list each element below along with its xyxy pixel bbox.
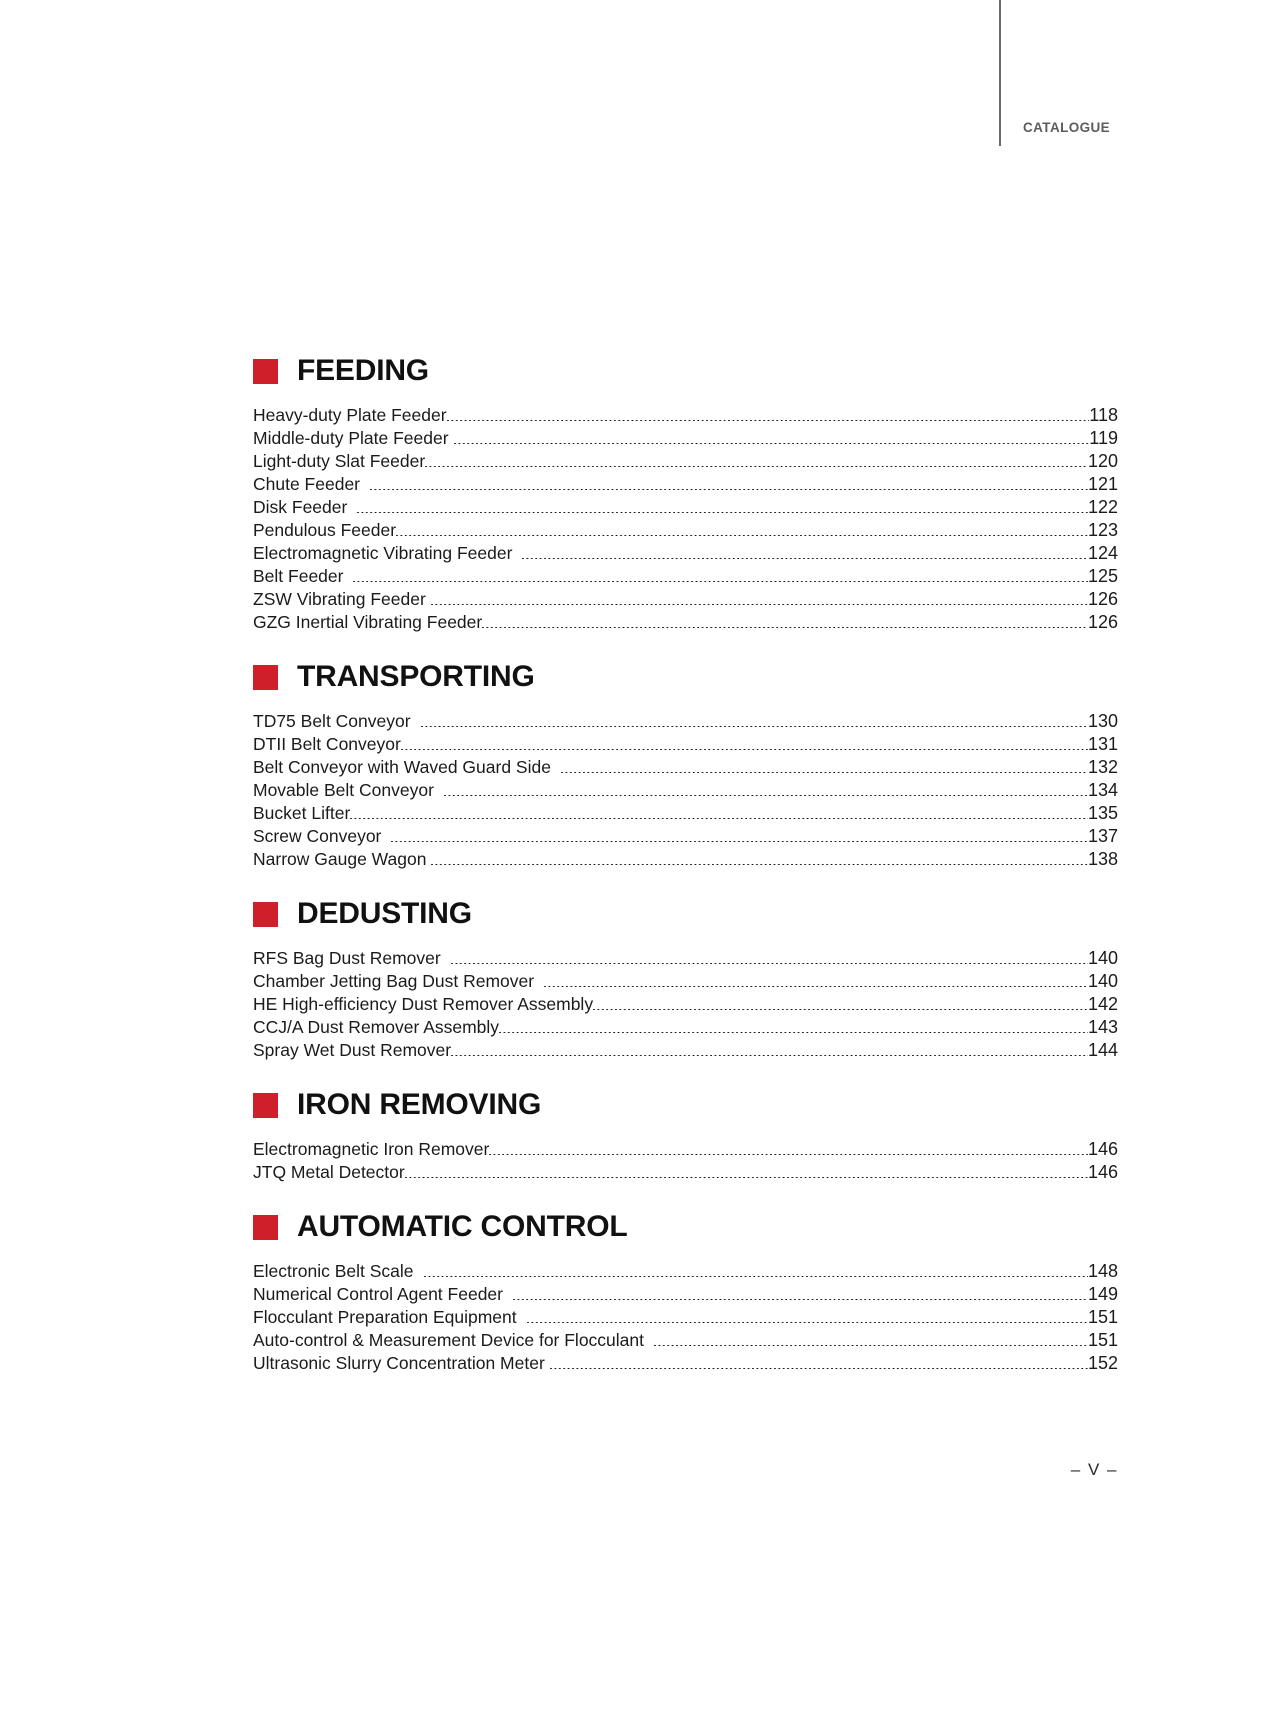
- toc-dot-leader: [444, 795, 1088, 796]
- toc-entry-label: DTII Belt Conveyor: [253, 734, 401, 754]
- section-heading: [253, 897, 1118, 931]
- toc-entry[interactable]: [253, 1283, 1118, 1306]
- toc-entry[interactable]: [253, 1306, 1118, 1329]
- toc-entry[interactable]: [253, 611, 1118, 634]
- toc-entry-page-number: 132: [1087, 757, 1118, 777]
- toc-dot-leader: [391, 841, 1088, 842]
- toc-entry[interactable]: [253, 970, 1118, 993]
- toc-dot-leader: [396, 535, 1088, 536]
- toc-dot-leader: [654, 1345, 1088, 1346]
- toc-entry-page-number: 120: [1087, 451, 1118, 471]
- toc-entry-label: Light-duty Slat Feeder: [253, 451, 426, 471]
- spacer: [253, 1122, 1118, 1138]
- toc-entry[interactable]: [253, 825, 1118, 848]
- toc-entry-label: Auto-control & Measurement Device for Flocculant: [253, 1330, 644, 1350]
- toc-dot-leader: [527, 1322, 1088, 1323]
- toc-dot-leader: [350, 818, 1088, 819]
- toc-entry-label: GZG Inertial Vibrating Feeder: [253, 612, 483, 632]
- toc-dot-leader: [425, 466, 1088, 467]
- toc-entry-page-number: 118: [1089, 405, 1118, 425]
- toc-entry-page-number: 146: [1087, 1162, 1118, 1182]
- toc-entry-page-number: 135: [1087, 803, 1118, 823]
- toc-entry-label: Chamber Jetting Bag Dust Remover: [253, 971, 535, 991]
- toc-entry-page-number: 152: [1087, 1353, 1118, 1373]
- toc-entry-label: Electromagnetic Iron Remover: [253, 1139, 490, 1159]
- toc-entry[interactable]: [253, 1352, 1118, 1375]
- section-heading: [253, 354, 1118, 388]
- toc-entry-page-number: 144: [1087, 1040, 1118, 1060]
- toc-entry-page-number: 126: [1087, 589, 1118, 609]
- red-square-icon: [253, 1215, 278, 1240]
- toc-entry-page-number: 131: [1087, 734, 1118, 754]
- toc-dot-leader: [513, 1299, 1088, 1300]
- toc-section: [253, 1088, 1118, 1210]
- toc-entry-label: Narrow Gauge Wagon: [253, 849, 427, 869]
- red-square-icon: [253, 1093, 278, 1118]
- toc-entry-page-number: 148: [1087, 1261, 1118, 1281]
- toc-entry-page-number: 140: [1087, 971, 1118, 991]
- toc-entry-list: [253, 1260, 1118, 1375]
- spacer: [253, 694, 1118, 710]
- toc-dot-leader: [451, 1055, 1088, 1056]
- toc-entry-list: [253, 947, 1118, 1062]
- toc-dot-leader: [353, 581, 1087, 582]
- section-title: FEEDING: [297, 354, 429, 387]
- toc-entry[interactable]: [253, 756, 1118, 779]
- toc-entry-page-number: 138: [1087, 849, 1118, 869]
- toc-dot-leader: [424, 1276, 1088, 1277]
- spacer: [253, 1244, 1118, 1260]
- toc-dot-leader: [499, 1032, 1088, 1033]
- toc-entry-page-number: 151: [1087, 1307, 1118, 1327]
- toc-entry[interactable]: [253, 588, 1118, 611]
- toc-entry-page-number: 146: [1087, 1139, 1118, 1159]
- spacer: [253, 1184, 1118, 1210]
- header-catalogue-label: CATALOGUE: [1023, 120, 1111, 135]
- toc-entry-label: CCJ/A Dust Remover Assembly: [253, 1017, 500, 1037]
- toc-entry-label: Belt Feeder: [253, 566, 344, 586]
- toc-entry[interactable]: [253, 947, 1118, 970]
- section-title: DEDUSTING: [297, 897, 472, 930]
- section-heading: [253, 660, 1118, 694]
- toc-dot-leader: [454, 443, 1090, 444]
- toc-entry-list: [253, 404, 1118, 634]
- toc-dot-leader: [357, 512, 1088, 513]
- toc-entry[interactable]: [253, 733, 1118, 756]
- toc-dot-leader: [522, 558, 1088, 559]
- toc-entry-label: Flocculant Preparation Equipment: [253, 1307, 517, 1327]
- toc-entry-label: Electromagnetic Vibrating Feeder: [253, 543, 513, 563]
- toc-entry-list: [253, 710, 1118, 871]
- toc-entry-label: JTQ Metal Detector: [253, 1162, 405, 1182]
- toc-dot-leader: [405, 1177, 1088, 1178]
- toc-dot-leader: [447, 420, 1090, 421]
- toc-dot-leader: [482, 627, 1088, 628]
- toc-entry-page-number: 149: [1087, 1284, 1118, 1304]
- toc-dot-leader: [544, 986, 1088, 987]
- toc-entry-label: Bucket Lifter: [253, 803, 351, 823]
- toc-dot-leader: [421, 726, 1088, 727]
- toc-entry-label: Belt Conveyor with Waved Guard Side: [253, 757, 551, 777]
- toc-entry[interactable]: [253, 404, 1118, 427]
- toc-entry-label: RFS Bag Dust Remover: [253, 948, 441, 968]
- toc-entry-label: TD75 Belt Conveyor: [253, 711, 411, 731]
- section-title: IRON REMOVING: [297, 1088, 542, 1121]
- toc-entry[interactable]: [253, 710, 1118, 733]
- section-title: TRANSPORTING: [297, 660, 535, 693]
- toc-entry[interactable]: [253, 1039, 1118, 1062]
- toc-entry-label: Pendulous Feeder: [253, 520, 397, 540]
- toc-entry-page-number: 143: [1087, 1017, 1118, 1037]
- toc-entry-page-number: 124: [1087, 543, 1118, 563]
- red-square-icon: [253, 902, 278, 927]
- section-heading: [253, 1088, 1118, 1122]
- header-divider-rule: [999, 0, 1001, 146]
- toc-entry[interactable]: [253, 427, 1118, 450]
- spacer: [253, 634, 1118, 660]
- toc-entry[interactable]: [253, 1016, 1118, 1039]
- toc-entry[interactable]: [253, 450, 1118, 473]
- toc-entry-label: Ultrasonic Slurry Concentration Meter: [253, 1353, 545, 1373]
- toc-entry[interactable]: [253, 473, 1118, 496]
- toc-entry-page-number: 137: [1087, 826, 1118, 846]
- toc-dot-leader: [561, 772, 1088, 773]
- toc-entry-page-number: 122: [1087, 497, 1118, 517]
- toc-entry-label: Chute Feeder: [253, 474, 361, 494]
- toc-dot-leader: [431, 604, 1088, 605]
- toc-entry[interactable]: [253, 496, 1118, 519]
- toc-dot-leader: [431, 864, 1087, 865]
- toc-entry[interactable]: [253, 565, 1118, 588]
- toc-section: [253, 660, 1118, 897]
- toc-entry[interactable]: [253, 802, 1118, 825]
- toc-entry-page-number: 130: [1087, 711, 1118, 731]
- toc-entry-label: HE High-efficiency Dust Remover Assembly: [253, 994, 594, 1014]
- toc-section: [253, 354, 1118, 660]
- spacer: [253, 1062, 1118, 1088]
- toc-entry-page-number: 140: [1087, 948, 1118, 968]
- toc-entry-page-number: 142: [1087, 994, 1118, 1014]
- toc-entry-label: ZSW Vibrating Feeder: [253, 589, 426, 609]
- toc-entry-page-number: 126: [1087, 612, 1118, 632]
- red-square-icon: [253, 359, 278, 384]
- toc-entry-page-number: 123: [1087, 520, 1118, 540]
- toc-entry-page-number: 119: [1089, 428, 1118, 448]
- section-heading: [253, 1210, 1118, 1244]
- toc-entry[interactable]: [253, 1161, 1118, 1184]
- toc-entry[interactable]: [253, 993, 1118, 1016]
- toc-entry[interactable]: [253, 779, 1118, 802]
- red-square-icon: [253, 665, 278, 690]
- spacer: [253, 931, 1118, 947]
- toc-section: [253, 897, 1118, 1088]
- toc-entry[interactable]: [253, 1329, 1118, 1352]
- toc-dot-leader: [451, 963, 1088, 964]
- section-title: AUTOMATIC CONTROL: [297, 1210, 628, 1243]
- toc-entry[interactable]: [253, 519, 1118, 542]
- toc-entry-page-number: 125: [1087, 566, 1118, 586]
- toc-entry-page-number: 121: [1087, 474, 1118, 494]
- toc-entry-page-number: 134: [1087, 780, 1118, 800]
- footer-page-number: – V –: [1070, 1460, 1118, 1479]
- toc-dot-leader: [489, 1154, 1088, 1155]
- toc-entry-label: Spray Wet Dust Remover: [253, 1040, 452, 1060]
- spacer: [253, 871, 1118, 897]
- toc-entry-list: [253, 1138, 1118, 1184]
- toc-entry-label: Numerical Control Agent Feeder: [253, 1284, 503, 1304]
- toc-section: [253, 1210, 1118, 1375]
- toc-entry-label: Movable Belt Conveyor: [253, 780, 434, 800]
- toc-content: [253, 354, 1118, 1375]
- toc-dot-leader: [370, 489, 1088, 490]
- toc-entry-label: Disk Feeder: [253, 497, 348, 517]
- toc-dot-leader: [593, 1009, 1088, 1010]
- toc-entry[interactable]: [253, 542, 1118, 565]
- toc-entry-label: Heavy-duty Plate Feeder: [253, 405, 447, 425]
- toc-entry[interactable]: [253, 848, 1118, 871]
- toc-dot-leader: [401, 749, 1088, 750]
- toc-entry[interactable]: [253, 1138, 1118, 1161]
- spacer: [253, 388, 1118, 404]
- toc-entry-page-number: 151: [1087, 1330, 1118, 1350]
- toc-entry[interactable]: [253, 1260, 1118, 1283]
- toc-dot-leader: [550, 1368, 1088, 1369]
- toc-entry-label: Screw Conveyor: [253, 826, 382, 846]
- toc-entry-label: Electronic Belt Scale: [253, 1261, 414, 1281]
- toc-entry-label: Middle-duty Plate Feeder: [253, 428, 449, 448]
